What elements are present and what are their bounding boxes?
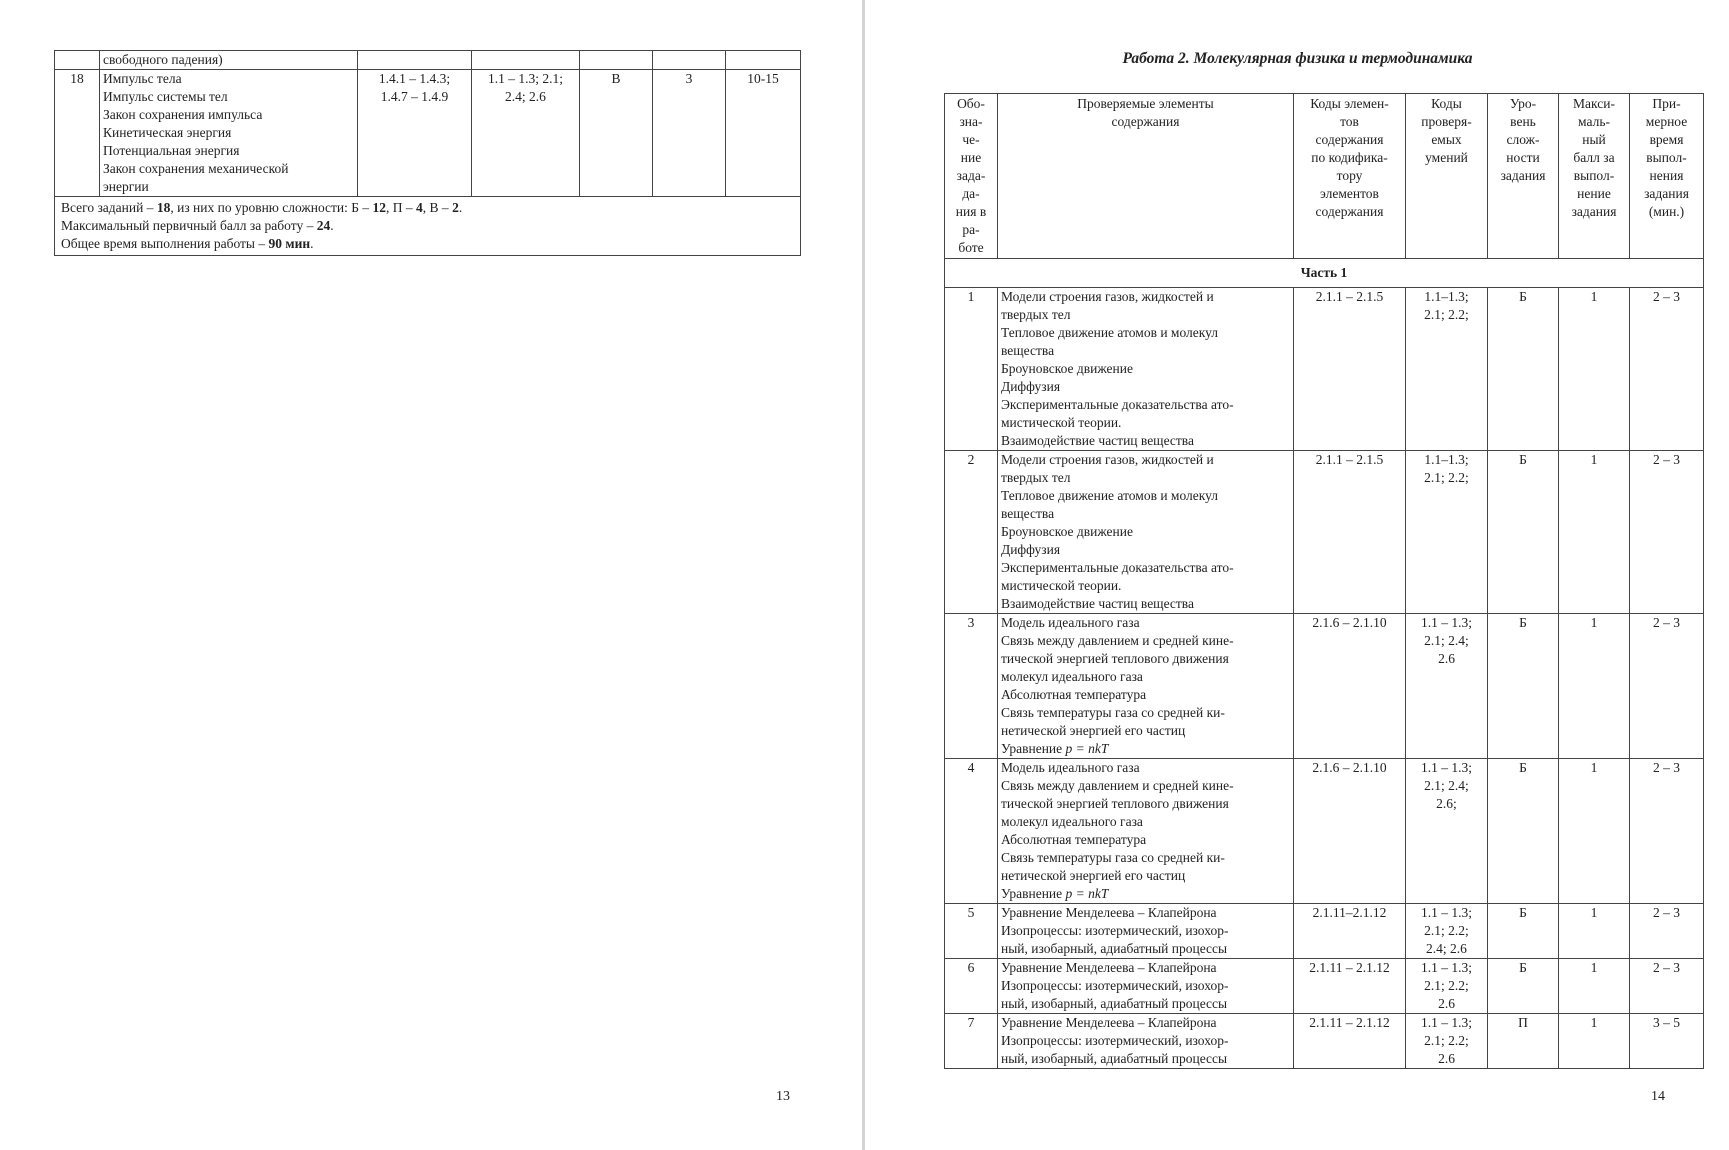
max-score: 1 <box>1559 288 1630 451</box>
skill-codes <box>1406 614 1488 759</box>
content-line: Уравнение Менделеева – Клапейрона <box>1001 1015 1217 1030</box>
code-line: 1.4.7 – 1.4.9 <box>380 89 449 104</box>
task-content <box>100 70 358 197</box>
content-line: Кинетическая энергия <box>103 125 232 140</box>
max-score: 1 <box>1559 1014 1630 1069</box>
content-line: Закон сохранения импульса <box>103 107 263 122</box>
header-time <box>1630 94 1704 259</box>
cell-line: 2.1.1 – 2.1.5 <box>1315 452 1384 467</box>
content-line: Уравнение Менделеева – Клапейрона <box>1001 960 1217 975</box>
content-line: Тепловое движение атомов и молекул <box>1001 325 1219 340</box>
time: 2 – 3 <box>1630 614 1704 759</box>
header-line: Обо- <box>957 96 985 111</box>
element-codes <box>1294 959 1406 1014</box>
cell-line: 2.1; 2.2; <box>1424 470 1469 485</box>
content-line: ный, изобарный, адиабатный процессы <box>1001 941 1228 956</box>
header-line: Коды <box>1431 96 1462 111</box>
content-line: твердых тел <box>1001 307 1071 322</box>
header-line: мерное <box>1645 114 1688 129</box>
equation-line: Уравнение p = nkT <box>1001 886 1109 901</box>
element-codes <box>1294 759 1406 904</box>
summary-max-score-line: Максимальный первичный балл за работу – 24. <box>61 218 334 233</box>
content-line: Взаимодействие частиц вещества <box>1001 596 1194 611</box>
table-row <box>945 959 1704 1014</box>
element-codes <box>358 70 472 197</box>
time: 2 – 3 <box>1630 904 1704 959</box>
level: Б <box>1488 959 1559 1014</box>
content-line: Экспериментальные доказательства ато- <box>1001 560 1234 575</box>
content-line: Импульс системы тел <box>103 89 228 104</box>
equation: p = nkT <box>1065 886 1109 901</box>
skill-codes <box>472 70 580 197</box>
cell-line: 2.1; 2.2; <box>1424 1033 1469 1048</box>
content-line: нетической энергией его частиц <box>1001 723 1186 738</box>
cell-line: 2.1.11–2.1.12 <box>1312 905 1387 920</box>
header-line: маль- <box>1578 114 1610 129</box>
header-line: При- <box>1652 96 1681 111</box>
max-score: 1 <box>1559 904 1630 959</box>
content-line: Связь температуры газа со средней ки- <box>1001 705 1225 720</box>
table-row <box>945 288 1704 451</box>
page-number: 14 <box>1651 1089 1665 1104</box>
time: 10-15 <box>726 70 801 197</box>
part-label: Часть 1 <box>945 259 1704 288</box>
max-score: 1 <box>1559 759 1630 904</box>
time: 2 – 3 <box>1630 451 1704 614</box>
content-line: Изопроцессы: изотермический, изохор- <box>1001 923 1229 938</box>
cell-line: 1.1–1.3; <box>1424 452 1469 467</box>
task-number: 4 <box>945 759 998 904</box>
header-line: содержания <box>1111 114 1180 129</box>
page-number: 13 <box>776 1089 790 1104</box>
cell-line: 1.1 – 1.3; <box>1420 760 1472 775</box>
left-spec-table <box>54 50 801 256</box>
content-line: тической энергией теплового движения <box>1001 651 1229 666</box>
skill-codes <box>1406 959 1488 1014</box>
task-number: 3 <box>945 614 998 759</box>
time: 2 – 3 <box>1630 288 1704 451</box>
summary-total-line: Всего заданий – 18, из них по уровню сложности: Б – 12, П – 4, В – 2. <box>61 200 463 215</box>
header-line: зна- <box>959 114 983 129</box>
level: В <box>580 70 653 197</box>
part-row <box>945 259 1704 288</box>
content-line: молекул идеального газа <box>1001 669 1143 684</box>
header-line: по кодифика- <box>1311 150 1388 165</box>
content-line: Тепловое движение атомов и молекул <box>1001 488 1219 503</box>
content-line: мистической теории. <box>1001 578 1122 593</box>
content-line: Броуновское движение <box>1001 361 1133 376</box>
header-line: слож- <box>1506 132 1540 147</box>
header-line: тору <box>1336 168 1363 183</box>
header-line: задания <box>1644 186 1689 201</box>
task-number: 5 <box>945 904 998 959</box>
cell-line: 1.1 – 1.3; <box>1420 1015 1472 1030</box>
content-line: молекул идеального газа <box>1001 814 1143 829</box>
table-row <box>945 904 1704 959</box>
header-line: ра- <box>962 222 980 237</box>
skill-codes <box>1406 759 1488 904</box>
header-line: Макси- <box>1573 96 1615 111</box>
element-codes <box>1294 1014 1406 1069</box>
page-spine <box>862 0 865 1150</box>
code-line: 1.1 – 1.3; 2.1; <box>487 71 563 86</box>
header-line: умений <box>1425 150 1468 165</box>
content-line: ный, изобарный, адиабатный процессы <box>1001 996 1228 1011</box>
summary <box>55 197 801 256</box>
cell-line: 1.1 – 1.3; <box>1420 905 1472 920</box>
header-line: балл за <box>1573 150 1615 165</box>
header-line: выпол- <box>1573 168 1615 183</box>
header-skill-codes <box>1406 94 1488 259</box>
table-row <box>945 614 1704 759</box>
cell-line: 2.1.6 – 2.1.10 <box>1312 760 1387 775</box>
element-codes <box>1294 451 1406 614</box>
cell-line: 2.1.11 – 2.1.12 <box>1309 1015 1390 1030</box>
content-line: Изопроцессы: изотермический, изохор- <box>1001 978 1229 993</box>
content-line: Связь между давлением и средней кине- <box>1001 633 1234 648</box>
header-line: задания <box>1571 204 1617 219</box>
task-number: 2 <box>945 451 998 614</box>
task-content <box>998 451 1294 614</box>
table-row <box>945 1014 1704 1069</box>
content-line: Диффузия <box>1001 542 1061 557</box>
header-line: элементов <box>1320 186 1379 201</box>
cell-line: 2.1.11 – 2.1.12 <box>1309 960 1390 975</box>
content-line: Модели строения газов, жидкостей и <box>1001 452 1214 467</box>
cell-line: 1.1 – 1.3; <box>1420 615 1472 630</box>
cell-line: 2.4; 2.6 <box>1426 941 1467 956</box>
cell-line: 2.6 <box>1438 651 1455 666</box>
cell-line: 2.1.6 – 2.1.10 <box>1312 615 1387 630</box>
max-score: 1 <box>1559 451 1630 614</box>
header-line: время <box>1649 132 1684 147</box>
table-row <box>945 759 1704 904</box>
cell-line: 2.1; 2.2; <box>1424 307 1469 322</box>
skill-codes <box>1406 904 1488 959</box>
skill-codes <box>1406 1014 1488 1069</box>
header-line: тов <box>1340 114 1359 129</box>
header-line: ние <box>960 150 982 165</box>
task-content <box>998 904 1294 959</box>
summary-time-line: Общее время выполнения работы – 90 мин. <box>61 236 314 251</box>
continuation-text: свободного падения) <box>100 51 358 70</box>
table-row <box>945 451 1704 614</box>
header-row <box>945 94 1704 259</box>
max-score: 3 <box>653 70 726 197</box>
header-line: вень <box>1510 114 1536 129</box>
content-line: Диффузия <box>1001 379 1061 394</box>
header-line: Проверяемые элементы <box>1077 96 1214 111</box>
level: Б <box>1488 759 1559 904</box>
time: 2 – 3 <box>1630 959 1704 1014</box>
content-line: Уравнение Менделеева – Клапейрона <box>1001 905 1217 920</box>
content-line: вещества <box>1001 506 1055 521</box>
page-title: Работа 2. Молекулярная физика и термодинамика <box>1122 50 1473 67</box>
level: Б <box>1488 288 1559 451</box>
cell-line: 2.1; 2.2; <box>1424 978 1469 993</box>
header-line: ный <box>1582 132 1606 147</box>
content-line: тической энергией теплового движения <box>1001 796 1229 811</box>
content-line: твердых тел <box>1001 470 1071 485</box>
task-number: 18 <box>55 70 100 197</box>
header-line: нения <box>1649 168 1684 183</box>
cell-line: 2.6; <box>1436 796 1457 811</box>
header-line: ния в <box>955 204 987 219</box>
level: Б <box>1488 614 1559 759</box>
content-line: Импульс тела <box>103 71 182 86</box>
cell-line: 2.1.1 – 2.1.5 <box>1315 289 1384 304</box>
header-line: зада- <box>956 168 986 183</box>
header-line: содержания <box>1315 204 1384 219</box>
skill-codes <box>1406 288 1488 451</box>
cell-line: 1.1–1.3; <box>1424 289 1469 304</box>
content-line: вещества <box>1001 343 1055 358</box>
element-codes <box>1294 614 1406 759</box>
content-line: Броуновское движение <box>1001 524 1133 539</box>
right-spec-table <box>944 93 1704 1069</box>
header-line: задания <box>1500 168 1546 183</box>
header-line: боте <box>958 240 984 255</box>
header-line: Коды элемен- <box>1310 96 1389 111</box>
summary-row <box>55 197 801 256</box>
cell-line: 2.1; 2.2; <box>1424 923 1469 938</box>
content-line: нетической энергией его частиц <box>1001 868 1186 883</box>
content-line: Модель идеального газа <box>1001 760 1140 775</box>
level: П <box>1488 1014 1559 1069</box>
content-line: мистической теории. <box>1001 415 1122 430</box>
element-codes <box>1294 904 1406 959</box>
task-number: 6 <box>945 959 998 1014</box>
content-line: Закон сохранения механической <box>103 161 289 176</box>
table-row <box>55 70 801 197</box>
header-line: содержания <box>1315 132 1384 147</box>
task-content <box>998 288 1294 451</box>
cell-line: 2.1; 2.4; <box>1424 633 1469 648</box>
code-line: 2.4; 2.6 <box>505 89 546 104</box>
content-line: Абсолютная температура <box>1001 687 1147 702</box>
continuation-row <box>55 51 801 70</box>
task-number: 7 <box>945 1014 998 1069</box>
header-element-codes <box>1294 94 1406 259</box>
header-line: нение <box>1577 186 1611 201</box>
content-line: Связь температуры газа со средней ки- <box>1001 850 1225 865</box>
header-line: проверя- <box>1421 114 1472 129</box>
time: 2 – 3 <box>1630 759 1704 904</box>
header-line: ности <box>1506 150 1540 165</box>
content-line: Абсолютная температура <box>1001 832 1147 847</box>
header-level <box>1488 94 1559 259</box>
task-content <box>998 959 1294 1014</box>
cell-line: 2.6 <box>1438 996 1455 1011</box>
task-content <box>998 1014 1294 1069</box>
header-line: емых <box>1431 132 1462 147</box>
content-line: Модель идеального газа <box>1001 615 1140 630</box>
content-line: Изопроцессы: изотермический, изохор- <box>1001 1033 1229 1048</box>
time: 3 – 5 <box>1630 1014 1704 1069</box>
header-line: выпол- <box>1646 150 1687 165</box>
equation-line: Уравнение p = nkT <box>1001 741 1109 756</box>
header-content <box>998 94 1294 259</box>
level: Б <box>1488 904 1559 959</box>
task-number: 1 <box>945 288 998 451</box>
cell-line: 2.6 <box>1438 1051 1455 1066</box>
max-score: 1 <box>1559 959 1630 1014</box>
max-score: 1 <box>1559 614 1630 759</box>
content-line: Взаимодействие частиц вещества <box>1001 433 1194 448</box>
header-number <box>945 94 998 259</box>
content-line: Связь между давлением и средней кине- <box>1001 778 1234 793</box>
header-line: (мин.) <box>1648 204 1685 219</box>
cell-line: 1.1 – 1.3; <box>1420 960 1472 975</box>
task-content <box>998 614 1294 759</box>
content-line: энергии <box>103 179 149 194</box>
right-page <box>866 0 1729 1150</box>
element-codes <box>1294 288 1406 451</box>
header-max-score <box>1559 94 1630 259</box>
content-line: Экспериментальные доказательства ато- <box>1001 397 1234 412</box>
task-content <box>998 759 1294 904</box>
left-page <box>0 0 862 1150</box>
content-line: Модели строения газов, жидкостей и <box>1001 289 1214 304</box>
level: Б <box>1488 451 1559 614</box>
equation: p = nkT <box>1065 741 1109 756</box>
header-line: че- <box>962 132 980 147</box>
content-line: Потенциальная энергия <box>103 143 240 158</box>
skill-codes <box>1406 451 1488 614</box>
cell-line: 2.1; 2.4; <box>1424 778 1469 793</box>
header-line: Уро- <box>1509 96 1537 111</box>
code-line: 1.4.1 – 1.4.3; <box>378 71 451 86</box>
content-line: ный, изобарный, адиабатный процессы <box>1001 1051 1228 1066</box>
header-line: да- <box>962 186 980 201</box>
